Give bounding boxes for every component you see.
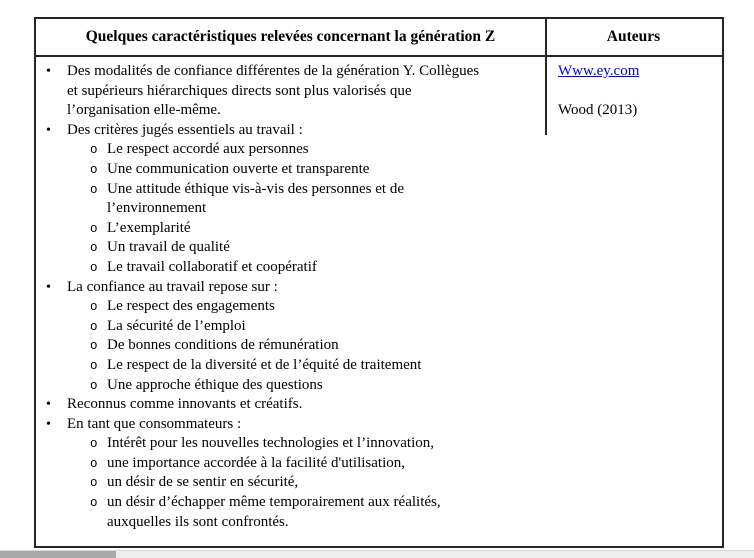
table-header-row — [36, 19, 722, 57]
bullet-marker: • — [46, 416, 51, 432]
authors-cell — [558, 62, 718, 121]
bullet-item — [36, 278, 545, 298]
bullet-item — [36, 121, 545, 141]
bullet-marker: • — [46, 279, 51, 295]
sub-bullet-item — [36, 454, 545, 474]
circle-marker: o — [90, 221, 98, 236]
ey-website-link[interactable]: Www.ey.com — [558, 63, 640, 79]
bullet-item — [36, 415, 545, 435]
circle-marker: o — [90, 339, 98, 354]
characteristics-list — [36, 62, 545, 532]
horizontal-scrollbar-track[interactable] — [0, 550, 754, 558]
circle-marker: o — [90, 437, 98, 452]
circle-marker: o — [90, 319, 98, 334]
item-line: Le respect accordé aux personnes — [107, 141, 309, 158]
item-line: Une attitude éthique vis-à-vis des personnes et de — [107, 180, 404, 197]
circle-marker: o — [90, 241, 98, 256]
item-line: Le respect des engagements — [107, 298, 275, 315]
bullet-item — [36, 395, 545, 415]
table-title: Quelques caractéristiques relevées concernant la génération Z — [85, 28, 496, 45]
item-line: Intérêt pour les nouvelles technologies et l’innovation, — [107, 435, 434, 452]
circle-marker: o — [90, 456, 98, 471]
bullet-marker: • — [46, 64, 51, 79]
bullet-item — [36, 62, 545, 121]
item-line: La sécurité de l’emploi — [107, 317, 246, 334]
item-line: Des critères jugés essentiels au travail : — [67, 121, 303, 138]
item-line: Une communication ouverte et transparente — [107, 160, 370, 177]
item-line: Un travail de qualité — [107, 239, 230, 256]
sub-bullet-item — [36, 297, 545, 317]
item-line: Reconnus comme innovants et créatifs. — [67, 396, 303, 413]
sub-bullet-item — [36, 238, 545, 258]
wood-citation: Wood (2013) — [558, 102, 638, 119]
horizontal-scrollbar-thumb[interactable] — [0, 551, 116, 558]
bullet-marker: • — [46, 397, 51, 413]
sub-bullet-item — [36, 336, 545, 356]
item-line: un désir de se sentir en sécurité, — [107, 474, 299, 491]
circle-marker: o — [90, 476, 98, 491]
item-line: l’environnement — [107, 200, 207, 217]
circle-marker: o — [90, 300, 98, 315]
item-line: Une approche éthique des questions — [107, 376, 323, 393]
circle-marker: o — [90, 378, 98, 393]
circle-marker: o — [90, 182, 98, 197]
characteristics-table — [34, 17, 724, 548]
circle-marker: o — [90, 496, 98, 511]
sub-bullet-item — [36, 376, 545, 396]
item-line: De bonnes conditions de rémunération — [107, 337, 339, 354]
item-line: auxquelles ils sont confrontés. — [107, 513, 289, 530]
sub-bullet-item — [36, 317, 545, 337]
sub-bullet-item — [36, 180, 545, 219]
item-line: En tant que consommateurs : — [67, 415, 242, 432]
item-line: un désir d’échapper même temporairement aux réalités, — [107, 494, 441, 511]
bullet-marker: • — [46, 122, 51, 138]
circle-marker: o — [90, 260, 98, 275]
sub-bullet-item — [36, 356, 545, 376]
circle-marker: o — [90, 143, 98, 158]
item-line: L’exemplarité — [107, 219, 191, 236]
item-line: Le travail collaboratif et coopératif — [107, 258, 317, 275]
item-line: l’organisation elle-même. — [67, 102, 221, 119]
authors-column-header: Auteurs — [606, 28, 661, 45]
sub-bullet-item — [36, 160, 545, 180]
item-line: et supérieurs hiérarchiques directs sont plus valorisés que — [67, 82, 412, 99]
column-divider-line — [545, 19, 547, 135]
sub-bullet-item — [36, 140, 545, 160]
sub-bullet-item — [36, 258, 545, 278]
sub-bullet-item — [36, 434, 545, 454]
circle-marker: o — [90, 162, 98, 177]
sub-bullet-item — [36, 493, 545, 532]
sub-bullet-item — [36, 219, 545, 239]
item-line: une importance accordée à la facilité d'utilisation, — [107, 454, 405, 471]
circle-marker: o — [90, 358, 98, 373]
item-line: Le respect de la diversité et de l’équité de traitement — [107, 356, 422, 373]
sub-bullet-item — [36, 473, 545, 493]
item-line: La confiance au travail repose sur : — [67, 278, 278, 295]
item-line: Des modalités de confiance différentes de la génération Y. Collègues — [67, 63, 480, 79]
